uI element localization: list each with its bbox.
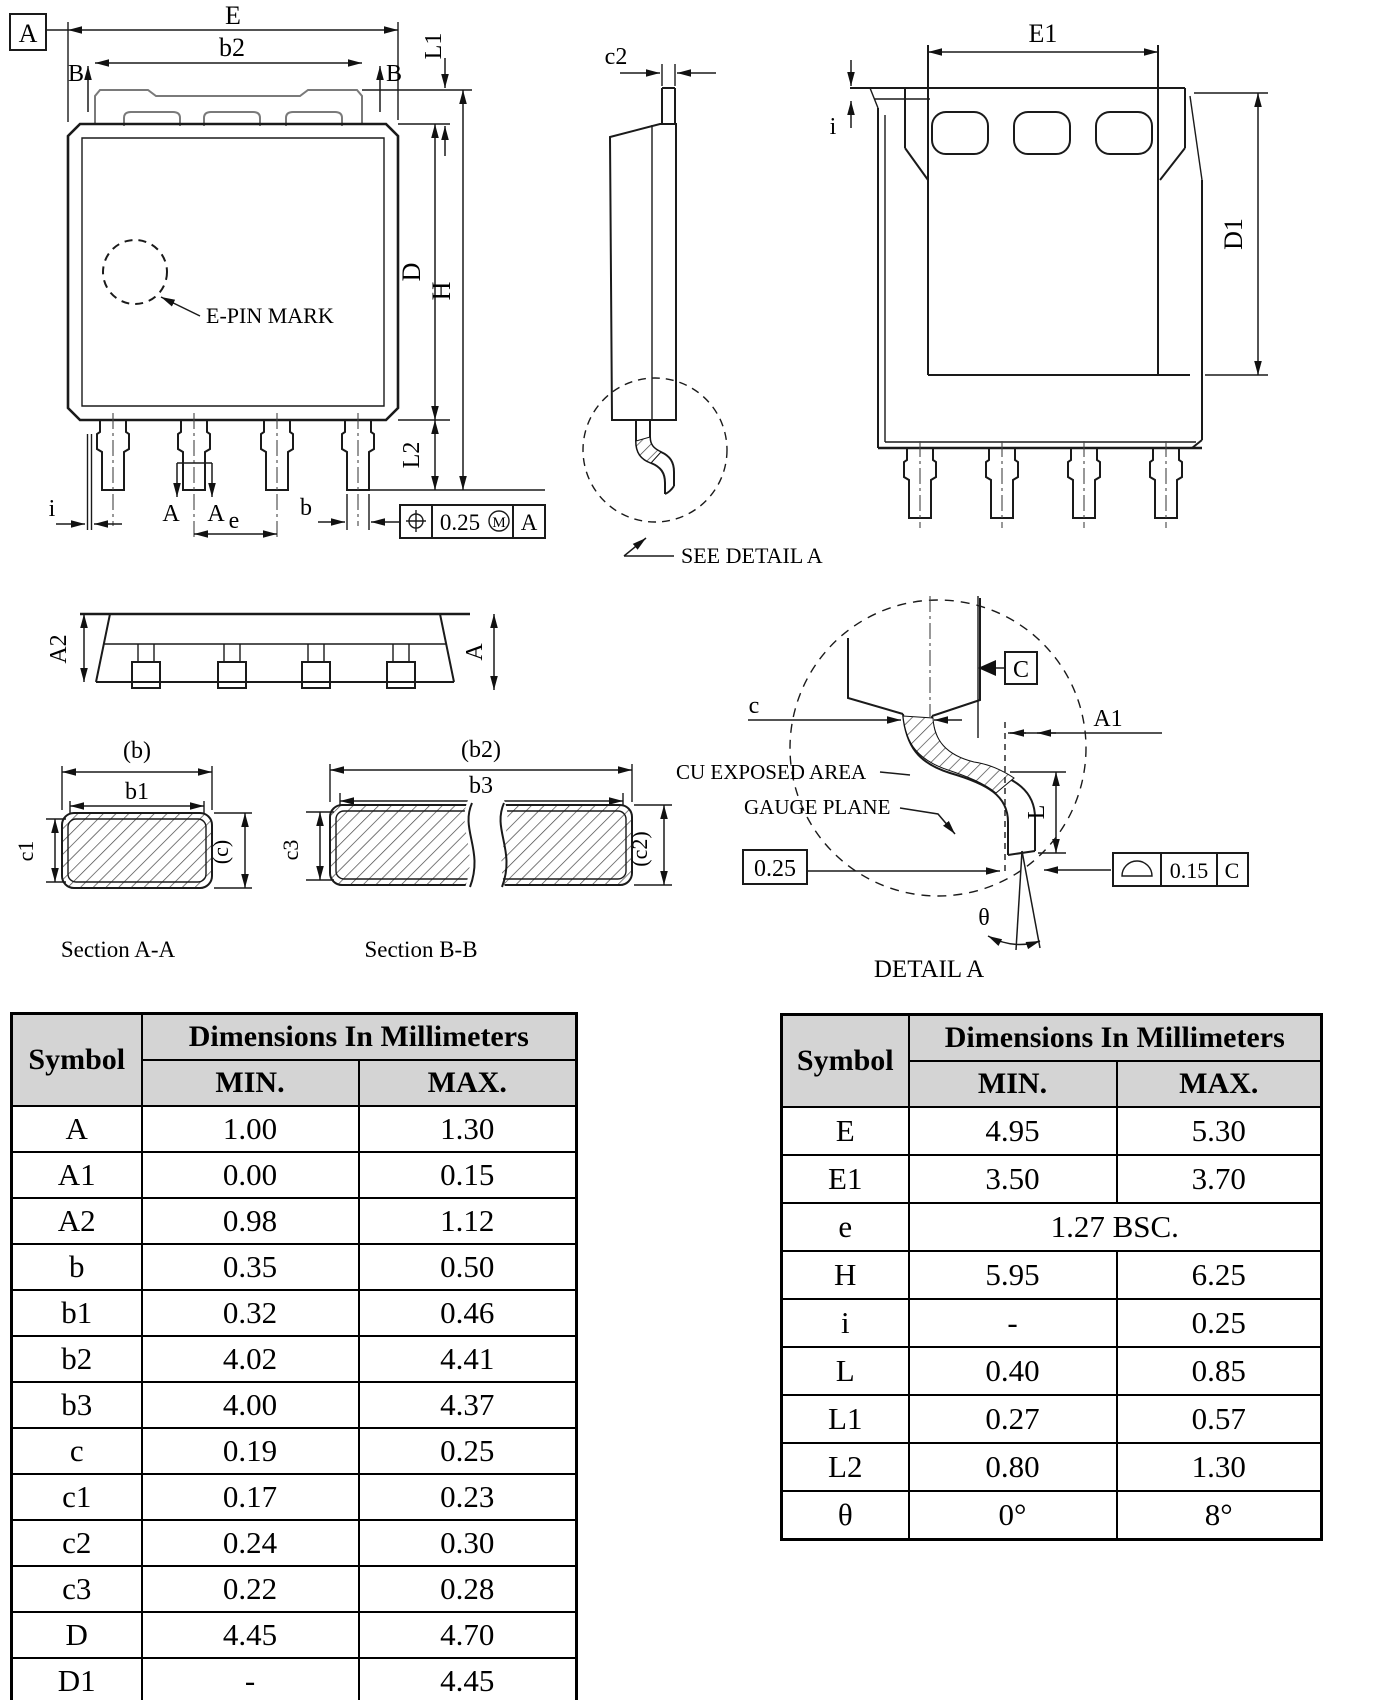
min-cell: 0° (909, 1491, 1117, 1540)
tab-hole (1014, 112, 1070, 154)
symbol-cell: D (12, 1612, 142, 1658)
max-cell: 1.12 (359, 1198, 577, 1244)
min-cell: 0.40 (909, 1347, 1117, 1395)
table-row (782, 1491, 1322, 1540)
dim-label-e1: E1 (1028, 19, 1058, 48)
symbol-cell: H (782, 1251, 909, 1299)
symbol-cell: D1 (12, 1658, 142, 1700)
left-table-header-max: MAX. (359, 1060, 577, 1106)
dim-label-d: D (397, 262, 426, 282)
table-row (782, 1299, 1322, 1347)
min-cell: 0.19 (142, 1428, 359, 1474)
front-view (10, 1, 545, 540)
symbol-cell: L1 (782, 1395, 909, 1443)
symbol-cell: E1 (782, 1155, 909, 1203)
back-leads (904, 441, 1182, 528)
table-row (12, 1152, 577, 1198)
right-table-header-symbol: Symbol (782, 1015, 909, 1108)
lead-cross-section (62, 813, 212, 888)
left-dimension-table (10, 1012, 578, 1700)
dim-label-b-ref: (b) (123, 738, 151, 764)
dim-label-b2: b2 (219, 33, 245, 62)
symbol-cell: b (12, 1244, 142, 1290)
symbol-cell: A1 (12, 1152, 142, 1198)
table-row (782, 1443, 1322, 1491)
min-cell: 1.27 BSC. (909, 1203, 1322, 1251)
max-cell: 1.30 (359, 1106, 577, 1152)
dim-label-h: H (427, 281, 456, 301)
min-cell: 4.95 (909, 1107, 1117, 1155)
max-cell: 0.15 (359, 1152, 577, 1198)
max-cell: 8° (1117, 1491, 1322, 1540)
cu-exposed-area-label: CU EXPOSED AREA (676, 760, 867, 784)
min-cell: 0.98 (142, 1198, 359, 1244)
tab-outline (95, 90, 362, 125)
profile-tolerance-value: 0.15 (1169, 858, 1209, 883)
dim-label-c2-ref: (c2) (627, 831, 652, 867)
max-cell: 4.45 (359, 1658, 577, 1700)
symbol-cell: b1 (12, 1290, 142, 1336)
symbol-cell: A (12, 1106, 142, 1152)
max-cell: 0.50 (359, 1244, 577, 1290)
table-row (12, 1290, 577, 1336)
table-row (782, 1107, 1322, 1155)
right-dimension-table (780, 1013, 1323, 1541)
dim-label-c-ref: (c) (208, 839, 233, 865)
min-cell: 0.00 (142, 1152, 359, 1198)
dim-label-e: E (225, 1, 241, 30)
min-cell: 0.17 (142, 1474, 359, 1520)
dim-label-theta: θ (978, 905, 990, 931)
right-table-header-dims: Dimensions In Millimeters (909, 1015, 1322, 1062)
min-cell: - (142, 1658, 359, 1700)
max-cell: 6.25 (1117, 1251, 1322, 1299)
table-row (782, 1251, 1322, 1299)
position-tolerance-frame (400, 505, 545, 538)
dim-label-l: L (1024, 804, 1050, 820)
detail-a (676, 596, 1248, 983)
min-cell: 4.00 (142, 1382, 359, 1428)
max-cell: 4.70 (359, 1612, 577, 1658)
symbol-cell: L2 (782, 1443, 909, 1491)
position-datum-ref: A (520, 510, 538, 535)
back-view (830, 19, 1268, 528)
max-cell: 0.30 (359, 1520, 577, 1566)
mmc-modifier-letter: M (492, 515, 506, 531)
gauge-plane-label: GAUGE PLANE (744, 795, 891, 819)
profile-datum-ref: C (1224, 858, 1240, 883)
pin1-mark-circle (103, 240, 167, 304)
dim-label-b2-ref: (b2) (461, 737, 501, 763)
symbol-cell: e (782, 1203, 909, 1251)
section-bb (278, 737, 672, 962)
tab-hole (1096, 112, 1152, 154)
table-row (782, 1347, 1322, 1395)
end-view (46, 614, 494, 690)
dim-label-l2: L2 (399, 441, 425, 469)
table-row (782, 1155, 1322, 1203)
section-b-label-right: B (386, 61, 403, 87)
section-aa (13, 738, 252, 962)
tab-hole (932, 112, 988, 154)
table-row (12, 1382, 577, 1428)
max-cell: 4.41 (359, 1336, 577, 1382)
section-a-label-left: A (162, 501, 180, 527)
section-b-label-left: B (67, 61, 84, 87)
min-cell: 0.22 (142, 1566, 359, 1612)
min-cell: 0.80 (909, 1443, 1117, 1491)
dim-label-b3: b3 (469, 773, 493, 799)
section-aa-caption: Section A-A (60, 937, 176, 962)
dim-label-c: c (748, 693, 760, 719)
symbol-cell: c3 (12, 1566, 142, 1612)
symbol-cell: E (782, 1107, 909, 1155)
table-row (12, 1198, 577, 1244)
min-cell: 4.02 (142, 1336, 359, 1382)
side-view (583, 44, 823, 568)
ref-025-label: 0.25 (754, 856, 796, 882)
dim-label-e-pitch: e (228, 508, 240, 534)
min-cell: 0.27 (909, 1395, 1117, 1443)
max-cell: 1.30 (1117, 1443, 1322, 1491)
table-row (12, 1106, 577, 1152)
max-cell: 0.25 (359, 1428, 577, 1474)
package-body (68, 124, 398, 420)
section-a-label-right: A (207, 501, 225, 527)
profile-tolerance-frame (1044, 853, 1248, 886)
table-row (12, 1474, 577, 1520)
max-cell: 3.70 (1117, 1155, 1322, 1203)
position-tolerance-value: 0.25 (439, 510, 481, 535)
symbol-cell: c1 (12, 1474, 142, 1520)
symbol-cell: b3 (12, 1382, 142, 1428)
table-row (12, 1428, 577, 1474)
see-detail-a-label: SEE DETAIL A (681, 543, 823, 568)
datum-a-label: A (18, 19, 38, 48)
min-cell: 0.35 (142, 1244, 359, 1290)
min-cell: 0.32 (142, 1290, 359, 1336)
detail-a-caption: DETAIL A (873, 956, 985, 983)
right-table-header-max: MAX. (1117, 1061, 1322, 1107)
min-cell: 5.95 (909, 1251, 1117, 1299)
cu-exposed-hatch (903, 716, 1014, 793)
dim-label-i-back: i (829, 114, 837, 140)
table-row (12, 1520, 577, 1566)
side-body (610, 124, 676, 420)
symbol-cell: θ (782, 1491, 909, 1540)
right-table-body (782, 1107, 1322, 1540)
max-cell: 0.85 (1117, 1347, 1322, 1395)
dim-label-l1: L1 (421, 32, 447, 60)
dim-label-a2: A2 (46, 634, 72, 664)
dim-label-b1: b1 (125, 779, 149, 805)
dim-label-i: i (48, 496, 56, 522)
datum-c-label: C (1012, 657, 1030, 683)
dim-label-c3: c3 (278, 839, 303, 861)
lead-bend-hatch (636, 437, 661, 463)
left-table-header-symbol: Symbol (12, 1014, 142, 1107)
dim-label-d1: D1 (1219, 218, 1248, 250)
min-cell: 4.45 (142, 1612, 359, 1658)
dim-label-c1: c1 (13, 840, 38, 862)
max-cell: 0.46 (359, 1290, 577, 1336)
dim-label-a: A (462, 643, 488, 661)
table-row (12, 1566, 577, 1612)
dim-label-a1: A1 (1093, 706, 1123, 732)
profile-surface-icon (1122, 861, 1152, 876)
left-table-header-dims: Dimensions In Millimeters (142, 1014, 577, 1061)
table-row (782, 1395, 1322, 1443)
symbol-cell: c2 (12, 1520, 142, 1566)
min-cell: 1.00 (142, 1106, 359, 1152)
dim-label-c2: c2 (604, 44, 628, 70)
dim-label-b: b (300, 495, 312, 521)
section-bb-caption: Section B-B (364, 937, 478, 962)
symbol-cell: A2 (12, 1198, 142, 1244)
min-cell: 3.50 (909, 1155, 1117, 1203)
left-table-body (12, 1106, 577, 1700)
table-row (12, 1612, 577, 1658)
left-table-header-min: MIN. (142, 1060, 359, 1106)
table-row (12, 1244, 577, 1290)
symbol-cell: L (782, 1347, 909, 1395)
max-cell: 0.57 (1117, 1395, 1322, 1443)
max-cell: 0.28 (359, 1566, 577, 1612)
pin-mark-label: E-PIN MARK (206, 303, 334, 328)
max-cell: 4.37 (359, 1382, 577, 1428)
table-row (12, 1658, 577, 1700)
right-table-header-min: MIN. (909, 1061, 1117, 1107)
max-cell: 5.30 (1117, 1107, 1322, 1155)
max-cell: 0.25 (1117, 1299, 1322, 1347)
symbol-cell: c (12, 1428, 142, 1474)
max-cell: 0.23 (359, 1474, 577, 1520)
symbol-cell: b2 (12, 1336, 142, 1382)
symbol-cell: i (782, 1299, 909, 1347)
table-row (782, 1203, 1322, 1251)
min-cell: - (909, 1299, 1117, 1347)
table-row (12, 1336, 577, 1382)
min-cell: 0.24 (142, 1520, 359, 1566)
